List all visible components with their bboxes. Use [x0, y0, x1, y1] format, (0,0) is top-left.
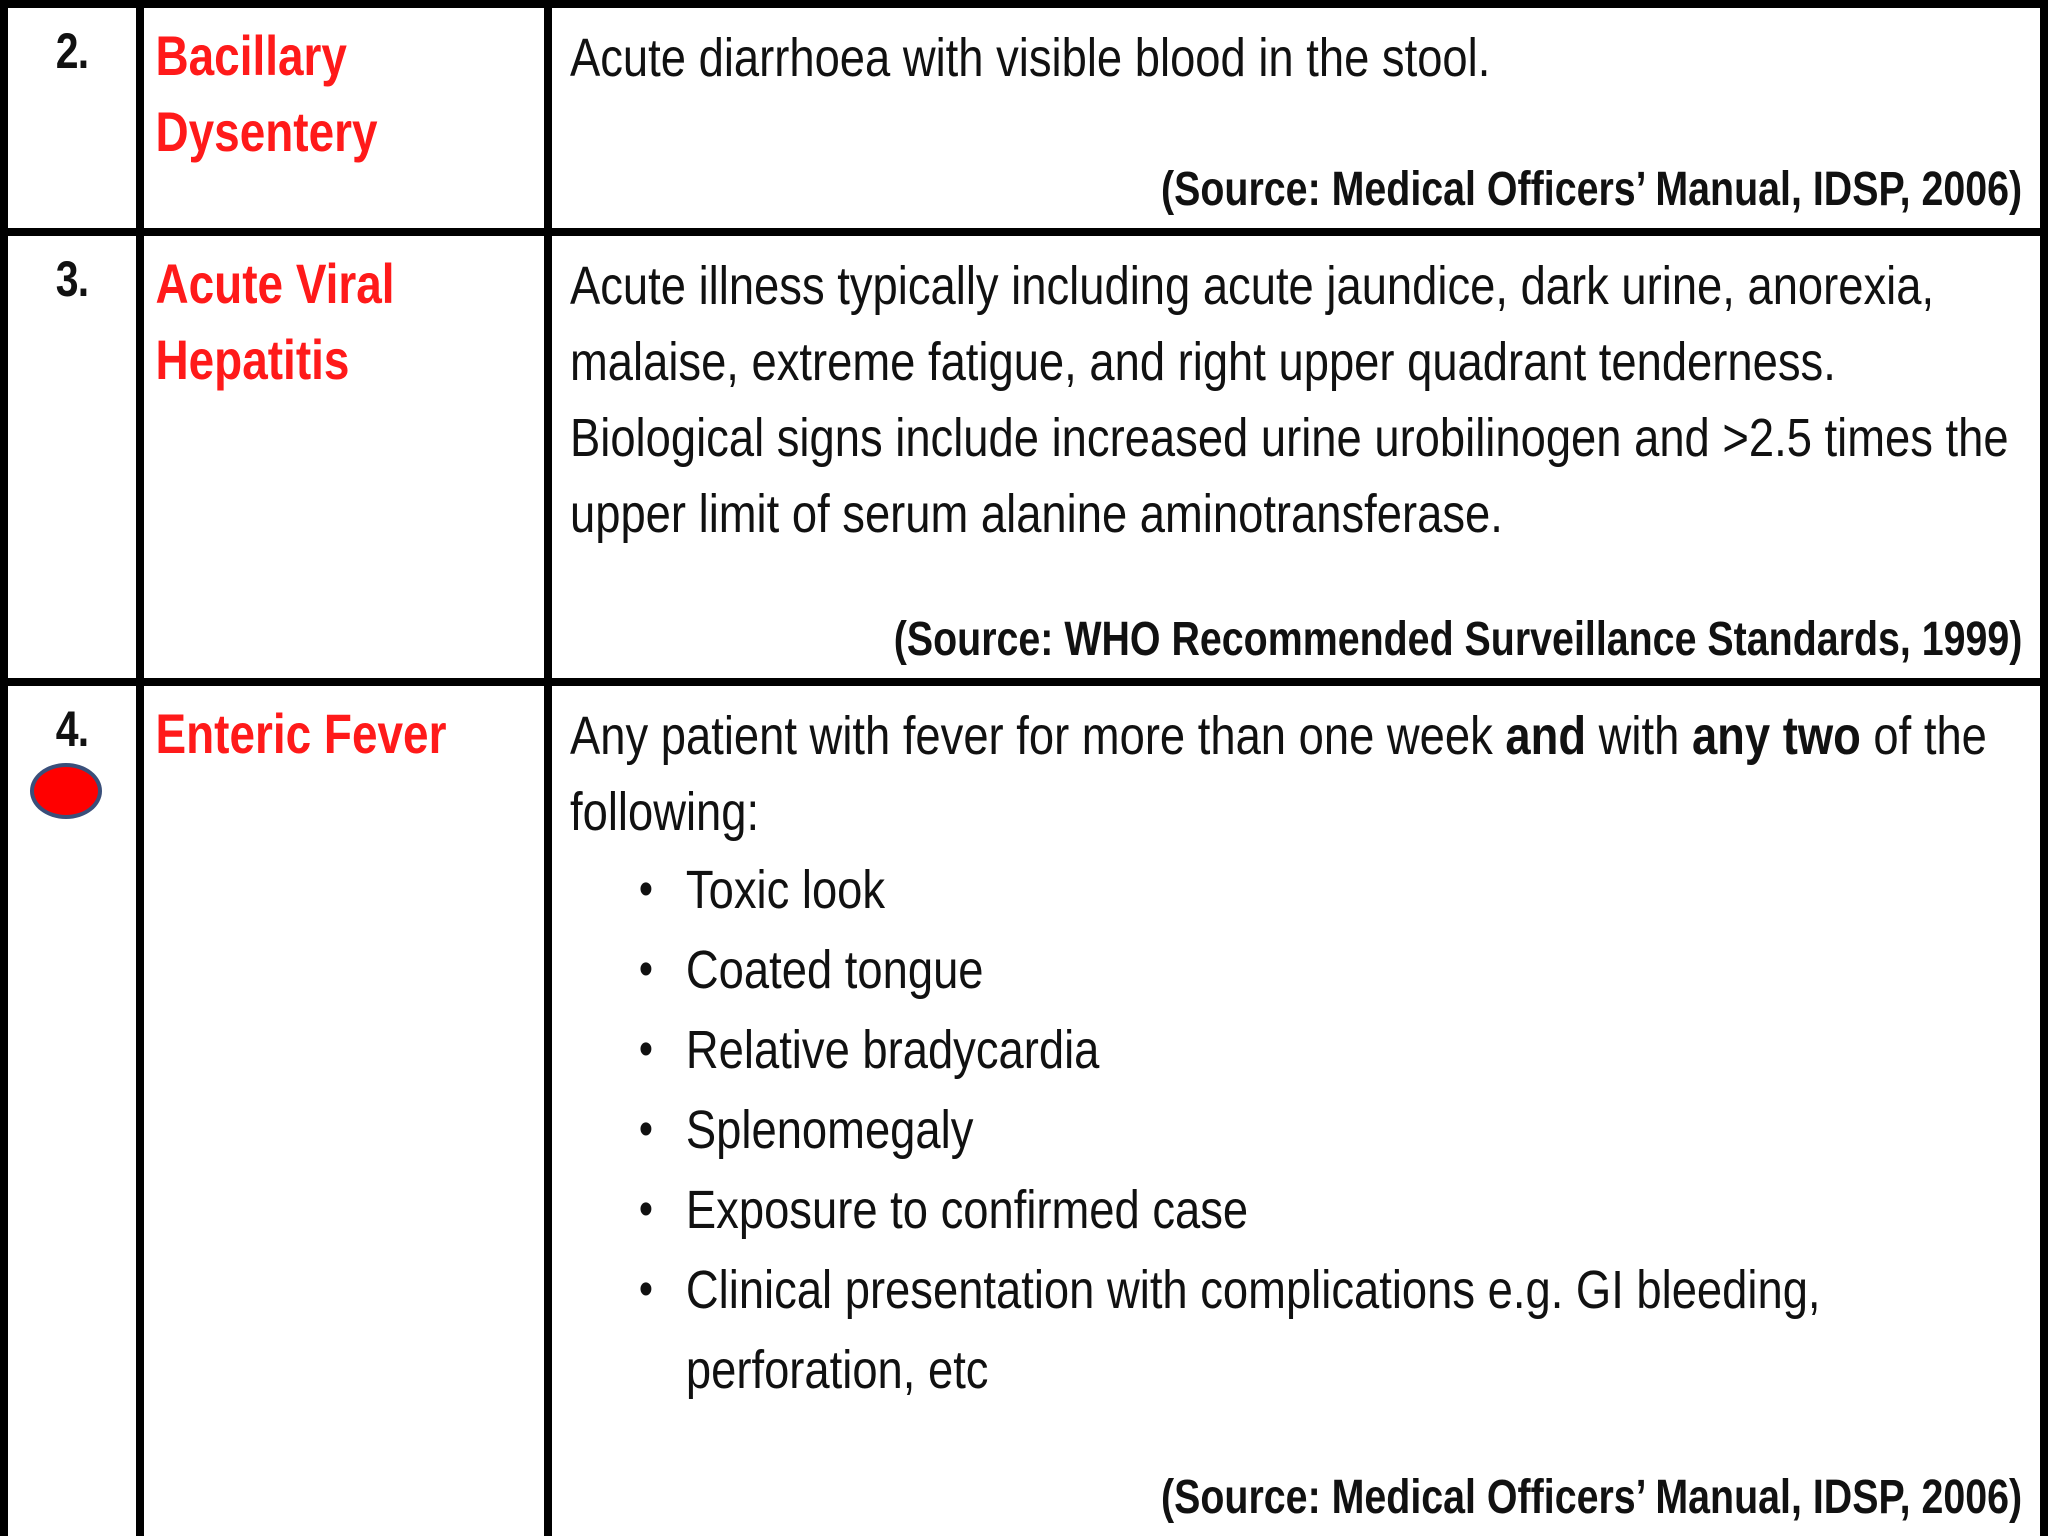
- source-citation: (Source: Medical Officers’ Manual, IDSP, 2006): [1160, 1471, 2022, 1524]
- definition-wrap: [552, 686, 2040, 1536]
- list-item-text: Coated tongue: [685, 940, 984, 1000]
- definition-cell: [548, 232, 2044, 682]
- bullet-icon: •: [638, 1023, 654, 1076]
- table-row-enteric-fever: [4, 682, 2044, 1536]
- list-item: [639, 1090, 2022, 1170]
- definition-wrap: [552, 8, 2040, 228]
- table-row-bacillary-dysentery: [4, 4, 2044, 232]
- definition-cell: [548, 4, 2044, 232]
- disease-name: Bacillary Dysentery: [155, 24, 378, 163]
- list-item: [639, 930, 2022, 1010]
- list-item-text: Relative bradycardia: [685, 1020, 1100, 1080]
- table-row-acute-viral-hepatitis: [4, 232, 2044, 682]
- source-citation: (Source: WHO Recommended Surveillance Standards, 1999): [893, 613, 2022, 666]
- row-number: 2.: [55, 23, 89, 79]
- definition-emphasis-and: and: [1505, 706, 1587, 766]
- bullet-icon: •: [638, 943, 654, 996]
- list-item: [639, 1170, 2022, 1250]
- red-dot-marker-icon: [30, 763, 102, 819]
- disease-name-cell: [140, 232, 548, 682]
- list-item-text: Exposure to confirmed case: [685, 1180, 1249, 1240]
- row-number: 3.: [55, 251, 89, 307]
- definition-text: Acute diarrhoea with visible blood in the stool.: [570, 28, 1491, 88]
- definition-text: [570, 698, 2021, 850]
- bullet-icon: •: [638, 1183, 654, 1236]
- row-number-cell: [4, 4, 140, 232]
- list-item: [639, 850, 2022, 930]
- disease-name-cell: [140, 4, 548, 232]
- disease-name: Acute Viral Hepatitis: [155, 252, 395, 391]
- bullet-icon: •: [638, 863, 654, 916]
- list-item-text: Splenomegaly: [685, 1100, 974, 1160]
- list-item: [639, 1010, 2022, 1090]
- disease-name: Enteric Fever: [155, 702, 447, 765]
- list-item-text: Clinical presentation with complications e.g. GI bleeding, perforation, etc: [685, 1260, 1821, 1400]
- list-item: [639, 1250, 2022, 1410]
- definition-wrap: [552, 236, 2040, 678]
- definition-text: Acute illness typically including acute jaundice, dark urine, anorexia, malaise, extreme fatigue, and right upper quadrant tenderness. Biological signs include increased urine urobilinogen and >2.5 times the upper limit of serum alanine aminotransferase.: [570, 256, 2009, 544]
- bullet-icon: •: [638, 1103, 654, 1156]
- definition-part: Any patient with fever for more than one week: [570, 706, 1506, 766]
- disease-name-cell: [140, 682, 548, 1536]
- list-item-text: Toxic look: [685, 860, 886, 920]
- definition-cell: [548, 682, 2044, 1536]
- definition-part: of the following:: [570, 706, 1987, 842]
- source-citation: (Source: Medical Officers’ Manual, IDSP, 2006): [1160, 163, 2022, 216]
- definition-part: with: [1586, 706, 1692, 766]
- row-number: 4.: [55, 701, 89, 757]
- bullet-icon: •: [638, 1263, 654, 1316]
- row-number-cell: [4, 232, 140, 682]
- criteria-list: [570, 850, 2021, 1410]
- definition-emphasis-any-two: any two: [1691, 706, 1861, 766]
